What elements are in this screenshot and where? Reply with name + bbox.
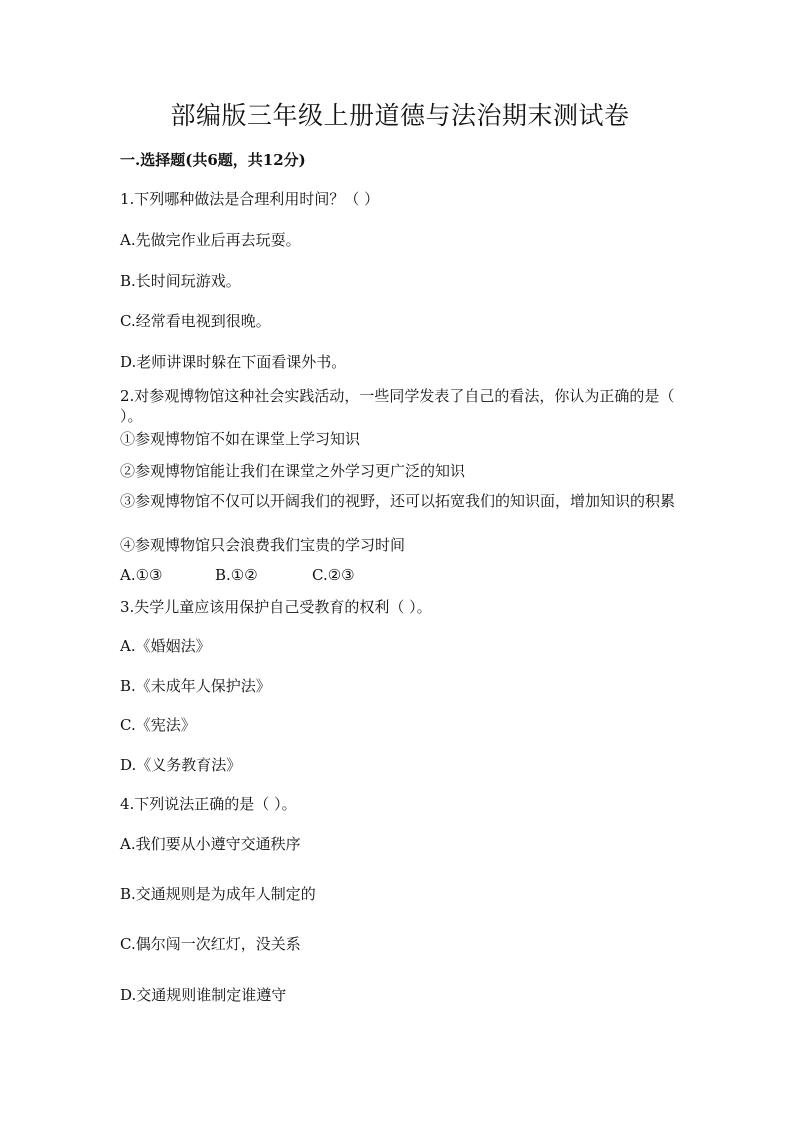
question-2-option-b: B.①② (215, 566, 258, 584)
question-3-option-d: D.《义务教育法》 (120, 756, 242, 774)
question-1-option-d: D.老师讲课时躲在下面看课外书。 (120, 353, 347, 371)
question-2-statement-4: ④参观博物馆只会浪费我们宝贵的学习时间 (120, 536, 406, 554)
question-1-option-a: A.先做完作业后再去玩耍。 (120, 231, 301, 249)
question-3-stem: 3.失学儿童应该用保护自己受教育的权利（ ）。 (120, 598, 432, 616)
question-3-option-c: C.《宪法》 (120, 716, 196, 734)
question-3-option-a: A.《婚姻法》 (120, 637, 211, 655)
question-4-option-c: C.偶尔闯一次红灯，没关系 (120, 935, 301, 953)
section-heading: 一.选择题(共6题，共12分) (120, 151, 306, 169)
question-2-options (120, 565, 355, 585)
question-2-stem: 2.对参观博物馆这种社会实践活动，一些同学发表了自己的看法，你认为正确的是（ ）。 (120, 387, 675, 425)
question-4-stem: 4.下列说法正确的是（ ）。 (120, 795, 297, 813)
question-1-option-c: C.经常看电视到很晚。 (120, 312, 271, 330)
question-4-option-a: A.我们要从小遵守交通秩序 (120, 835, 301, 853)
question-1-option-b: B.长时间玩游戏。 (120, 272, 241, 290)
question-2-statement-1: ①参观博物馆不如在课堂上学习知识 (120, 430, 361, 448)
question-4-option-d: D.交通规则谁制定谁遵守 (120, 986, 287, 1004)
question-4-option-b: B.交通规则是为成年人制定的 (120, 885, 316, 903)
question-2-statement-3: ③参观博物馆不仅可以开阔我们的视野，还可以拓宽我们的知识面，增加知识的积累 (120, 492, 676, 510)
page-title: 部编版三年级上册道德与法治期末测试卷 (170, 101, 630, 130)
question-2-option-a: A.①③ (120, 566, 163, 584)
question-1-stem: 1.下列哪种做法是合理利用时间？（ ） (120, 190, 380, 208)
question-3-option-b: B.《未成年人保护法》 (120, 677, 271, 695)
question-2-statement-2: ②参观博物馆能让我们在课堂之外学习更广泛的知识 (120, 462, 466, 480)
question-2-option-c: C.②③ (312, 566, 355, 584)
